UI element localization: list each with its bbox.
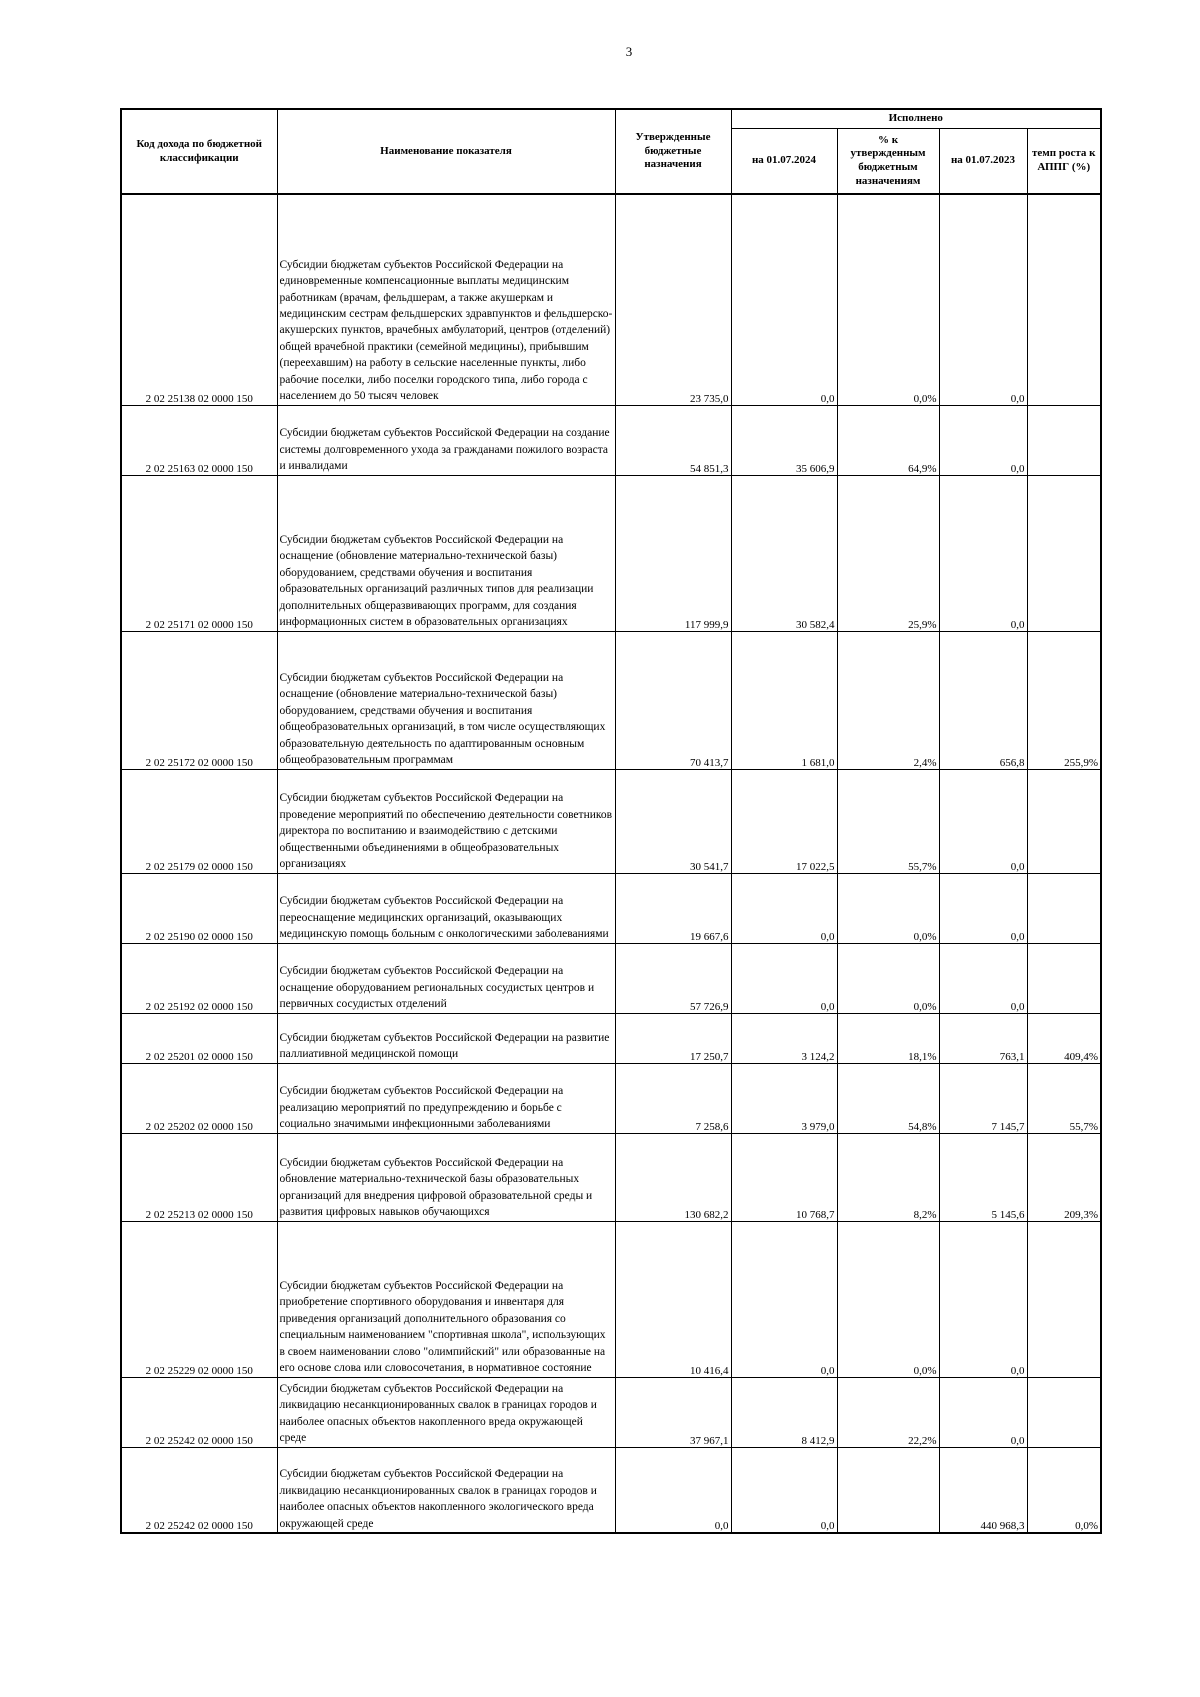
row-name: Субсидии бюджетам субъектов Российской Федерации на оснащение (обновление материально-технической базы) оборудованием, средствами обучения и воспитания образовательных организаций различных типов для реализации дополнительных общеразвивающих программ, для создания информационных систем в образовательных организациях [277, 475, 615, 631]
row-code: 2 02 25213 02 0000 150 [121, 1133, 277, 1221]
row-executed-2024: 10 768,7 [731, 1133, 837, 1221]
row-name: Субсидии бюджетам субъектов Российской Федерации на переоснащение медицинских организаций, оказывающих медицинскую помощь больным с онкологическими заболеваниями [277, 873, 615, 943]
row-growth [1027, 1221, 1101, 1377]
row-percent: 22,2% [837, 1377, 939, 1447]
row-percent: 2,4% [837, 631, 939, 769]
row-approved: 130 682,2 [615, 1133, 731, 1221]
row-growth [1027, 769, 1101, 873]
row-executed-2024: 30 582,4 [731, 475, 837, 631]
row-name: Субсидии бюджетам субъектов Российской Федерации на проведение мероприятий по обеспечению деятельности советников директора по воспитанию и взаимодействию с детскими общественными объединениями в общеобразовательных организациях [277, 769, 615, 873]
table-row [121, 1013, 1101, 1063]
row-approved: 57 726,9 [615, 943, 731, 1013]
row-approved: 10 416,4 [615, 1221, 731, 1377]
row-approved: 23 735,0 [615, 194, 731, 405]
row-growth [1027, 1377, 1101, 1447]
header-on-2023: на 01.07.2023 [939, 129, 1027, 195]
header-approved: Утвержденные бюджетные назначения [615, 109, 731, 194]
row-code: 2 02 25163 02 0000 150 [121, 405, 277, 475]
table-row [121, 194, 1101, 405]
row-name: Субсидии бюджетам субъектов Российской Федерации на оснащение (обновление материально-технической базы) оборудованием, средствами обучения и воспитания общеобразовательных организаций, в том числе осуществляющих образовательную деятельность по адаптированным основным общеобразовательным программам [277, 631, 615, 769]
row-executed-2023: 0,0 [939, 405, 1027, 475]
header-percent: % к утвержденным бюджетным назначениям [837, 129, 939, 195]
row-approved: 0,0 [615, 1447, 731, 1533]
row-growth: 209,3% [1027, 1133, 1101, 1221]
row-executed-2023: 7 145,7 [939, 1063, 1027, 1133]
row-executed-2023: 656,8 [939, 631, 1027, 769]
row-percent: 0,0% [837, 194, 939, 405]
table-row [121, 1063, 1101, 1133]
row-executed-2024: 1 681,0 [731, 631, 837, 769]
row-executed-2024: 0,0 [731, 194, 837, 405]
table-body [121, 194, 1101, 1533]
row-growth [1027, 943, 1101, 1013]
table-header [121, 109, 1101, 194]
row-code: 2 02 25229 02 0000 150 [121, 1221, 277, 1377]
table-row [121, 1447, 1101, 1533]
row-percent: 8,2% [837, 1133, 939, 1221]
row-name: Субсидии бюджетам субъектов Российской Федерации на развитие паллиативной медицинской помощи [277, 1013, 615, 1063]
row-code: 2 02 25138 02 0000 150 [121, 194, 277, 405]
row-percent: 25,9% [837, 475, 939, 631]
row-executed-2024: 0,0 [731, 873, 837, 943]
row-executed-2023: 0,0 [939, 943, 1027, 1013]
row-executed-2024: 3 979,0 [731, 1063, 837, 1133]
row-code: 2 02 25201 02 0000 150 [121, 1013, 277, 1063]
row-executed-2023: 0,0 [939, 873, 1027, 943]
row-growth [1027, 475, 1101, 631]
row-executed-2023: 440 968,3 [939, 1447, 1027, 1533]
table-row [121, 943, 1101, 1013]
row-executed-2023: 0,0 [939, 475, 1027, 631]
row-approved: 54 851,3 [615, 405, 731, 475]
header-name: Наименование показателя [277, 109, 615, 194]
row-approved: 37 967,1 [615, 1377, 731, 1447]
header-growth: темп роста к АППГ (%) [1027, 129, 1101, 195]
row-percent: 54,8% [837, 1063, 939, 1133]
row-executed-2024: 0,0 [731, 1221, 837, 1377]
row-name: Субсидии бюджетам субъектов Российской Федерации на ликвидацию несанкционированных свалок в границах городов и наиболее опасных объектов накопленного экологического вреда окружающей среде [277, 1447, 615, 1533]
header-on-2024: на 01.07.2024 [731, 129, 837, 195]
table-row [121, 631, 1101, 769]
row-code: 2 02 25179 02 0000 150 [121, 769, 277, 873]
row-percent: 0,0% [837, 1221, 939, 1377]
row-executed-2023: 0,0 [939, 194, 1027, 405]
row-executed-2023: 763,1 [939, 1013, 1027, 1063]
row-code: 2 02 25242 02 0000 150 [121, 1447, 277, 1533]
budget-table [120, 108, 1102, 1534]
row-name: Субсидии бюджетам субъектов Российской Федерации на оснащение оборудованием региональных сосудистых центров и первичных сосудистых отделений [277, 943, 615, 1013]
row-name: Субсидии бюджетам субъектов Российской Федерации на приобретение спортивного оборудования и инвентаря для приведения организаций дополнительного образования со специальным наименованием "спортивная школа", использующих в своем наименовании слово "олимпийский" или образованные на его основе слова или словосочетания, в нормативное состояние [277, 1221, 615, 1377]
row-percent: 18,1% [837, 1013, 939, 1063]
row-executed-2024: 35 606,9 [731, 405, 837, 475]
row-growth [1027, 194, 1101, 405]
row-name: Субсидии бюджетам субъектов Российской Федерации на создание системы долговременного ухода за гражданами пожилого возраста и инвалидами [277, 405, 615, 475]
row-executed-2024: 3 124,2 [731, 1013, 837, 1063]
row-approved: 17 250,7 [615, 1013, 731, 1063]
header-code: Код дохода по бюджетной классификации [121, 109, 277, 194]
row-growth: 55,7% [1027, 1063, 1101, 1133]
row-executed-2023: 5 145,6 [939, 1133, 1027, 1221]
row-executed-2023: 0,0 [939, 1221, 1027, 1377]
header-executed: Исполнено [731, 109, 1101, 129]
row-executed-2024: 0,0 [731, 1447, 837, 1533]
row-code: 2 02 25192 02 0000 150 [121, 943, 277, 1013]
row-executed-2024: 8 412,9 [731, 1377, 837, 1447]
table-row [121, 1133, 1101, 1221]
table-row [121, 1377, 1101, 1447]
row-percent [837, 1447, 939, 1533]
row-executed-2024: 0,0 [731, 943, 837, 1013]
row-approved: 117 999,9 [615, 475, 731, 631]
table-row [121, 475, 1101, 631]
row-code: 2 02 25171 02 0000 150 [121, 475, 277, 631]
table-row [121, 1221, 1101, 1377]
row-growth [1027, 873, 1101, 943]
row-code: 2 02 25202 02 0000 150 [121, 1063, 277, 1133]
row-percent: 0,0% [837, 943, 939, 1013]
row-name: Субсидии бюджетам субъектов Российской Федерации на единовременные компенсационные выплаты медицинским работникам (врачам, фельдшерам, а также акушеркам и медицинским сестрам фельдшерских здравпунктов и фельдшерско-акушерских пунктов, врачебных амбулаторий, центров (отделений) общей врачебной практики (семейной медицины), прибывшим (переехавшим) на работу в сельские населенные пункты, либо рабочие поселки, либо поселки городского типа, либо города с населением до 50 тысяч человек [277, 194, 615, 405]
row-name: Субсидии бюджетам субъектов Российской Федерации на реализацию мероприятий по предупреждению и борьбе с социально значимыми инфекционными заболеваниями [277, 1063, 615, 1133]
row-growth: 409,4% [1027, 1013, 1101, 1063]
row-code: 2 02 25172 02 0000 150 [121, 631, 277, 769]
row-approved: 7 258,6 [615, 1063, 731, 1133]
row-percent: 0,0% [837, 873, 939, 943]
row-growth [1027, 405, 1101, 475]
page-number: 3 [625, 44, 633, 59]
row-approved: 19 667,6 [615, 873, 731, 943]
row-code: 2 02 25242 02 0000 150 [121, 1377, 277, 1447]
row-executed-2023: 0,0 [939, 769, 1027, 873]
row-growth: 255,9% [1027, 631, 1101, 769]
row-name: Субсидии бюджетам субъектов Российской Федерации на ликвидацию несанкционированных свалок в границах городов и наиболее опасных объектов накопленного вреда окружающей среде [277, 1377, 615, 1447]
row-growth: 0,0% [1027, 1447, 1101, 1533]
table-row [121, 769, 1101, 873]
row-name: Субсидии бюджетам субъектов Российской Федерации на обновление материально-технической базы образовательных организаций для внедрения цифровой образовательной среды и развития цифровых навыков обучающихся [277, 1133, 615, 1221]
row-executed-2024: 17 022,5 [731, 769, 837, 873]
row-approved: 70 413,7 [615, 631, 731, 769]
row-executed-2023: 0,0 [939, 1377, 1027, 1447]
table-row [121, 873, 1101, 943]
row-approved: 30 541,7 [615, 769, 731, 873]
row-code: 2 02 25190 02 0000 150 [121, 873, 277, 943]
table-row [121, 405, 1101, 475]
row-percent: 55,7% [837, 769, 939, 873]
row-percent: 64,9% [837, 405, 939, 475]
